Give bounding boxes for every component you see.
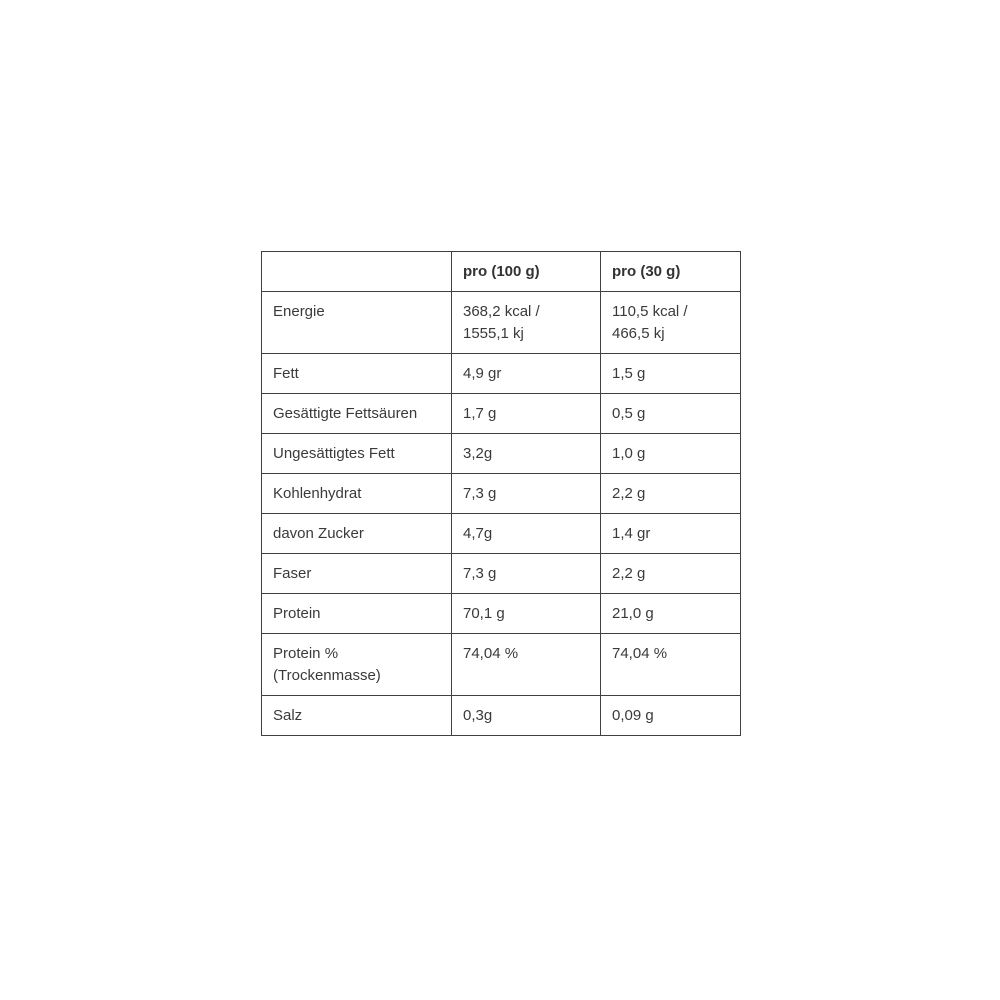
table-row — [262, 474, 741, 514]
nutrient-label-cell: Protein % (Trockenmasse) — [262, 634, 452, 696]
nutrient-label-cell: Ungesättigtes Fett — [262, 434, 452, 474]
nutrient-label-cell: Fett — [262, 354, 452, 394]
value-per-30g-cell: 1,0 g — [601, 434, 741, 474]
value-per-30g-cell: 1,4 gr — [601, 514, 741, 554]
header-cell-per-30g: pro (30 g) — [601, 252, 741, 292]
nutrient-label-cell: davon Zucker — [262, 514, 452, 554]
value-per-100g-cell: 1,7 g — [452, 394, 601, 434]
value-per-100g-cell: 3,2g — [452, 434, 601, 474]
value-per-30g-cell: 110,5 kcal / 466,5 kj — [601, 292, 741, 354]
value-per-100g-cell: 0,3g — [452, 696, 601, 736]
value-per-30g-cell: 74,04 % — [601, 634, 741, 696]
table-row — [262, 292, 741, 354]
table-row — [262, 354, 741, 394]
value-per-100g-cell: 368,2 kcal / 1555,1 kj — [452, 292, 601, 354]
value-per-100g-cell: 4,7g — [452, 514, 601, 554]
value-per-100g-cell: 7,3 g — [452, 474, 601, 514]
value-per-30g-cell: 0,09 g — [601, 696, 741, 736]
nutrient-label-cell: Kohlenhydrat — [262, 474, 452, 514]
nutrient-label-cell: Faser — [262, 554, 452, 594]
value-per-30g-cell: 1,5 g — [601, 354, 741, 394]
table-row — [262, 634, 741, 696]
nutrition-table — [261, 251, 741, 736]
table-row — [262, 554, 741, 594]
header-cell-empty — [262, 252, 452, 292]
value-per-100g-cell: 4,9 gr — [452, 354, 601, 394]
table-row — [262, 514, 741, 554]
table-row — [262, 394, 741, 434]
table-header-row — [262, 252, 741, 292]
value-per-100g-cell: 74,04 % — [452, 634, 601, 696]
nutrient-label-cell: Gesättigte Fettsäuren — [262, 394, 452, 434]
value-per-30g-cell: 2,2 g — [601, 474, 741, 514]
value-per-100g-cell: 7,3 g — [452, 554, 601, 594]
nutrient-label-cell: Salz — [262, 696, 452, 736]
header-cell-per-100g: pro (100 g) — [452, 252, 601, 292]
value-per-30g-cell: 0,5 g — [601, 394, 741, 434]
value-per-100g-cell: 70,1 g — [452, 594, 601, 634]
table-row — [262, 594, 741, 634]
value-per-30g-cell: 2,2 g — [601, 554, 741, 594]
nutrient-label-cell: Energie — [262, 292, 452, 354]
table-row — [262, 434, 741, 474]
value-per-30g-cell: 21,0 g — [601, 594, 741, 634]
table-row — [262, 696, 741, 736]
nutrient-label-cell: Protein — [262, 594, 452, 634]
